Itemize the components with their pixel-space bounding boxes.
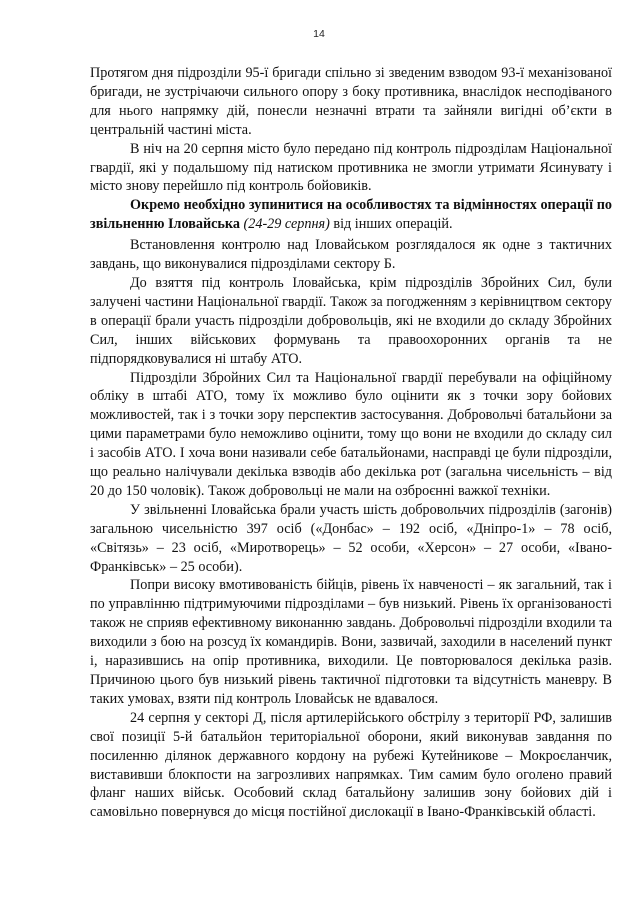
paragraph-1: Протягом дня підрозділи 95-ї бригади спільно зі зведеним взводом 93-ї механізованої бригади, не зустрічаючи сильного опору з боку противника, внаслідок несподіваного для нього напрямку дій, понесли незначні втрати та зайняли вигідні об’єкти в центральній частині міста. xyxy=(90,65,612,138)
paragraph-5: Підрозділи Збройних Сил та Національної гвардії перебували на офіційному обліку в штабі АТО, тому їх можливо було оцінити як з точки зору бойових можливостей, так і з точки зору перспектив застосування. Добровольчі батальйони за цими параметрами було неможливо оцінити, тому що вони не входили до складу сил і засобів АТО. І хоча вони називали себе батальйонами, насправді це були підрозділи, що реально налічували декілька взводів або декілька рот (загальна чисельність – від 20 до 150 чоловік). Також добровольці не мали на озброєнні важкої техніки. xyxy=(90,369,612,499)
emphasis-dates: (24-29 серпня) xyxy=(243,216,330,233)
paragraph-8: 24 серпня у секторі Д, після артилерійського обстрілу з території РФ, залишив свої позиції 5-й батальйон територіальної оборони, який виконував завдання по посиленню ділянок державного кордону на рубежі Кутейникове – Мокроєланчик, виставивши блокпости на загрозливих напрямках. Тим самим було оголено правий фланг наших військ. Особовий склад батальйону залишив зону бойових дій і самовільно повернувся до місця постійної дислокації в Івано-Франківській області. xyxy=(90,709,612,821)
paragraph-6: У звільненні Іловайська брали участь шість добровольчих підрозділів (загонів) загальною чисельністю 397 осіб («Донбас» – 192 осіб, «Дніпро-1» – 78 осіб, «Світязь» – 23 осіб, «Миротворець» – 52 особи, «Херсон» – 27 особи, «Івано-Франківськ» – 25 особи). xyxy=(90,501,612,575)
paragraph-3: Встановлення контролю над Іловайськом розглядалося як одне з тактичних завдань, що виконувалися підрозділами сектору Б. xyxy=(90,237,612,273)
emphasis-bold: Окремо необхідно зупинитися на особливостях та відмінностях операції по звільненню Іловайська xyxy=(90,197,612,233)
paragraph-7: Попри високу вмотивованість бійців, рівень їх навченості – як загальний, так і по управлінню підтримуючими підрозділами – був низький. Рівень їх організованості також не сприяв ефективному виконанню завдань. Добровольчі підрозділи входили та виходили з бою на розсуд їх командирів. Вони, зазвичай, заходили в населений пункт і, наразившись на опір противника, виходили. Це повторювалося декілька разів. Причиною цього був низький рівень тактичної підготовки та відсутність маневру. В таких умовах, взяти під контроль Іловайськ не вдавалося. xyxy=(90,577,612,707)
paragraph-emphasis xyxy=(90,196,612,234)
emphasis-rest: від інших операцій. xyxy=(329,216,453,233)
page-number: 14 xyxy=(313,28,325,40)
page-body xyxy=(90,64,612,822)
paragraph-2: В ніч на 20 серпня місто було передано під контроль підрозділам Національної гвардії, які у подальшому під натиском противника не змогли утримати Ясинувату і місто знову перейшло під контроль бойовиків. xyxy=(90,140,612,195)
paragraph-4: До взяття під контроль Іловайська, крім підрозділів Збройних Сил, були залучені частини Національної гвардії. Також за погодженням з керівництвом сектору в операції брали участь підрозділи добровольців, які не входили до складу Збройних Сил, інших військових формувань та правоохоронних органів та не підпорядковувалися ні штабу АТО. xyxy=(90,274,612,367)
